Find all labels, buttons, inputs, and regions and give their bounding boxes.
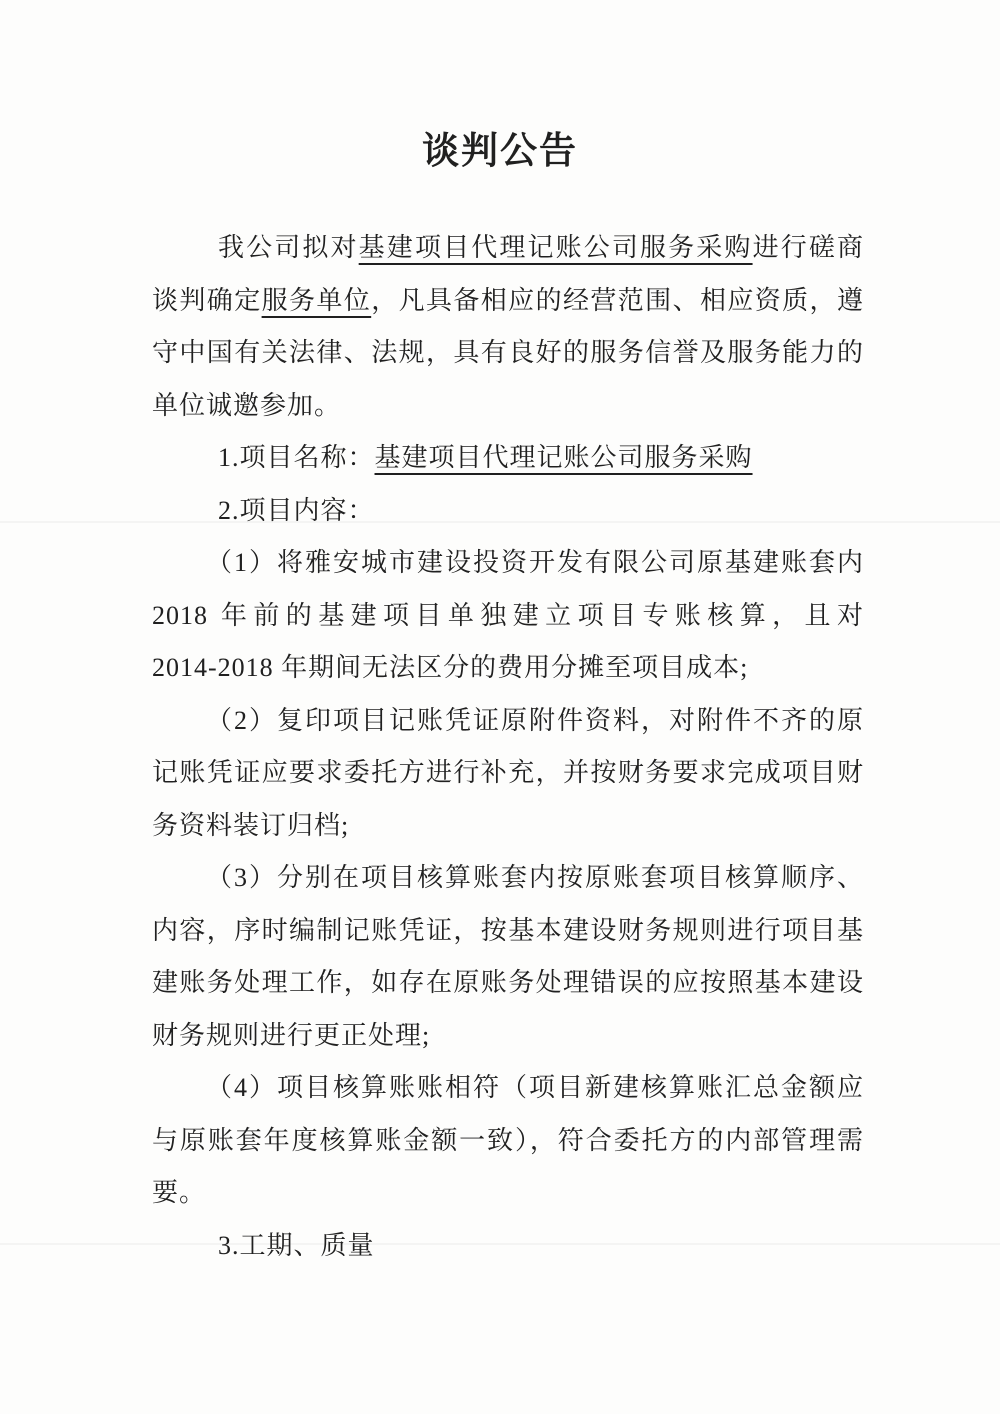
- intro-line-1: [152, 222, 864, 275]
- underlined-procurement-name: 基建项目代理记账公司服务采购: [358, 233, 753, 262]
- text-segment: 进行磋商: [752, 233, 864, 262]
- text-segment: 我公司拟对: [218, 233, 359, 262]
- text-segment: 内容，序时编制记账凭证，按基本建设财务规则进行项目基: [152, 915, 864, 945]
- item-2-project-content: [152, 485, 864, 538]
- text-segment: 单位诚邀参加。: [152, 390, 342, 420]
- text-segment: 守中国有关法律、法规，具有良好的服务信誉及服务能力的: [152, 338, 864, 367]
- text-segment: 2014-2018 年期间无法区分的费用分摊至项目成本;: [152, 653, 749, 682]
- text-segment: 建账务处理工作，如存在原账务处理错误的应按照基本建设: [152, 968, 864, 997]
- content-2-line-1: [152, 695, 864, 748]
- item-1-project-name: [152, 432, 864, 485]
- content-2-line-3: [152, 800, 864, 853]
- intro-line-4: [152, 380, 864, 433]
- text-segment: （1）将雅安城市建设投资开发有限公司原基建账套内: [206, 548, 864, 577]
- item-3-duration-quality: [152, 1220, 864, 1273]
- text-segment: 2018 年前的基建项目单独建立项目专账核算，且对: [152, 600, 864, 630]
- content-3-line-4: [152, 1010, 864, 1063]
- intro-line-2: [152, 275, 864, 328]
- text-segment: （3）分别在项目核算账套内按原账套项目核算顺序、: [206, 863, 864, 892]
- content-1-line-1: [152, 537, 864, 590]
- content-3-line-1: [152, 852, 864, 905]
- text-segment: 记账凭证应要求委托方进行补充，并按财务要求完成项目财: [152, 758, 864, 787]
- content-4-line-1: [152, 1062, 864, 1115]
- intro-line-3: [152, 327, 864, 380]
- text-segment: 与原账套年度核算账金额一致），符合委托方的内部管理需: [152, 1125, 864, 1155]
- content-4-line-3: [152, 1167, 864, 1220]
- content-1-line-2: [152, 590, 864, 643]
- underlined-project-name: 基建项目代理记账公司服务采购: [374, 443, 753, 472]
- content-3-line-2: [152, 905, 864, 958]
- item-label: 3.工期、质量: [218, 1230, 375, 1260]
- content-3-line-3: [152, 957, 864, 1010]
- document-body: [152, 222, 864, 1272]
- text-segment: 要。: [152, 1178, 207, 1207]
- underlined-service-unit: 服务单位: [261, 285, 372, 315]
- text-segment: （2）复印项目记账凭证原附件资料，对附件不齐的原: [206, 705, 864, 735]
- text-segment: 财务规则进行更正处理;: [152, 1020, 431, 1050]
- content-1-line-3: [152, 642, 864, 695]
- text-segment: （4）项目核算账账相符（项目新建核算账汇总金额应: [206, 1073, 864, 1102]
- text-segment: 务资料装订归档;: [152, 810, 350, 840]
- item-label: 2.项目内容：: [218, 495, 375, 525]
- text-segment: ，凡具备相应的经营范围、相应资质，遵: [371, 285, 864, 315]
- item-label: 1.项目名称：: [218, 443, 375, 472]
- content-4-line-2: [152, 1115, 864, 1168]
- text-segment: 谈判确定: [152, 285, 262, 315]
- document-title: 谈判公告: [422, 131, 578, 172]
- content-2-line-2: [152, 747, 864, 800]
